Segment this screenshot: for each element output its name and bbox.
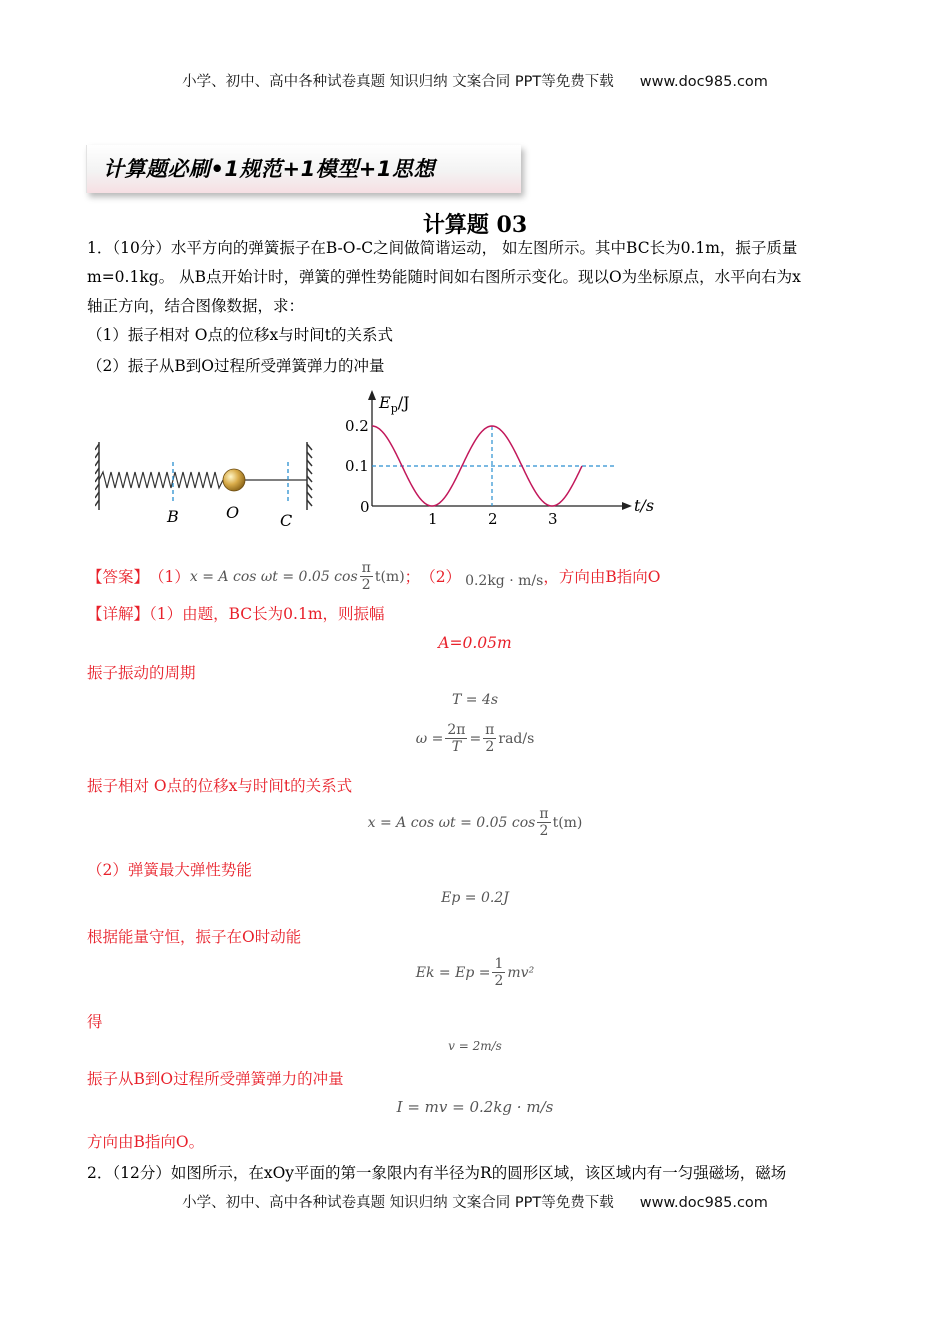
answer-direction: ，方向由B指向O xyxy=(543,567,661,586)
spring-oscillator-figure xyxy=(95,438,330,534)
problem1-line3: 轴正方向，结合图像数据，求： xyxy=(87,297,305,315)
period-text: 振子振动的周期 xyxy=(87,664,196,682)
impulse-text: 振子从B到O过程所受弹簧弹力的冲量 xyxy=(87,1070,344,1088)
y-axis-label: $E_p/J$ xyxy=(379,393,410,415)
x-tick-label: 1 xyxy=(428,510,438,528)
problem1-question1: （1）振子相对 O点的位移x与时间t的关系式 xyxy=(87,326,393,344)
label-b: B xyxy=(167,507,179,526)
answer-equation2: 0.2kg · m/s xyxy=(465,572,544,589)
answer-equation1: x = A cos ωt = 0.05 cos xyxy=(189,568,358,585)
x-tick-label: 2 xyxy=(488,510,498,528)
answer-part2-label: （2） xyxy=(420,567,462,586)
x-tick-label-origin: 0 xyxy=(360,498,370,516)
answer-separator: ； xyxy=(404,567,421,586)
y-tick-label: 0.2 xyxy=(345,417,369,435)
x-axis-arrow xyxy=(622,502,632,510)
answer-row xyxy=(87,560,660,593)
omega-equation: ω = $\frac{2\pi}{T}$ = $\frac{\pi}{2}$ rad/s xyxy=(415,722,535,755)
page-header xyxy=(0,70,950,91)
detail-label: 【详解】 xyxy=(87,605,150,623)
spring xyxy=(99,472,223,488)
problem2-line1: 2．（12分）如图所示，在xOy平面的第一象限内有半径为R的圆形区域，该区域内有一匀强磁场，磁场 xyxy=(87,1164,787,1182)
right-wall xyxy=(307,442,312,510)
left-wall xyxy=(95,442,99,510)
page-footer xyxy=(0,1191,950,1212)
oscillator-ball xyxy=(223,469,245,491)
amplitude-value: A=0.05m xyxy=(438,634,512,652)
label-c: C xyxy=(280,511,293,530)
kinetic-energy-equation: Ek = Ep = $\frac{1}{2}$ mv² xyxy=(415,956,535,989)
footer-url[interactable]: www.doc985.com xyxy=(639,1195,768,1211)
y-tick-label: 0.1 xyxy=(345,457,369,475)
therefore-text: 得 xyxy=(87,1013,103,1031)
label-o: O xyxy=(226,503,240,522)
problem1-question2: （2）振子从B到O过程所受弹簧弹力的冲量 xyxy=(87,357,385,375)
answer-eq1-fraction: $\frac{\pi}{2}$ xyxy=(361,560,371,593)
detail-step1: （1）由题，BC长为0.1m，则振幅 xyxy=(149,605,385,623)
header-url[interactable]: www.doc985.com xyxy=(639,74,768,90)
ep-equation: Ep = 0.2J xyxy=(441,890,509,906)
energy-chart xyxy=(340,388,660,530)
detail-step2: （2）弹簧最大弹性势能 xyxy=(87,861,252,879)
energy-text: 根据能量守恒，振子在O时动能 xyxy=(87,928,302,946)
x-tick-label: 3 xyxy=(548,510,558,528)
page-title: 计算题 03 xyxy=(422,212,528,238)
answer-label: 【答案】 xyxy=(87,567,150,586)
velocity-equation: v = 2m/s xyxy=(448,1039,502,1053)
impulse-equation: I = mv = 0.2kg · m/s xyxy=(396,1098,554,1116)
problem1-line1: 1．（10分）水平方向的弹簧振子在B-O-C之间做简谐运动， 如左图所示。其中BC长为0.1m，振子质量 xyxy=(87,239,798,257)
answer-part1-label: （1） xyxy=(149,567,190,586)
footer-text: 小学、初中、高中各种试卷真题 知识归纳 文案合同 PPT等免费下载 xyxy=(182,1195,614,1211)
x-axis-label: t/s xyxy=(634,496,655,515)
answer-eq1-tail: t(m) xyxy=(374,568,405,585)
header-text: 小学、初中、高中各种试卷真题 知识归纳 文案合同 PPT等免费下载 xyxy=(182,74,614,90)
relation-equation: x = A cos ωt = 0.05 cos $\frac{\pi}{2}$ t(m) xyxy=(367,806,583,839)
banner-text: 计算题必刷•1规范+1模型+1思想 xyxy=(103,157,435,181)
y-axis-arrow xyxy=(368,390,376,400)
section-banner xyxy=(86,145,521,193)
period-equation: T = 4s xyxy=(451,692,499,708)
relation-text: 振子相对 O点的位移x与时间t的关系式 xyxy=(87,777,353,795)
direction-text: 方向由B指向O。 xyxy=(87,1133,205,1151)
problem1-line2: m=0.1kg。 从B点开始计时，弹簧的弹性势能随时间如右图所示变化。现以O为坐标原点，水平向右为x xyxy=(87,268,801,286)
detail-line1 xyxy=(87,604,385,624)
